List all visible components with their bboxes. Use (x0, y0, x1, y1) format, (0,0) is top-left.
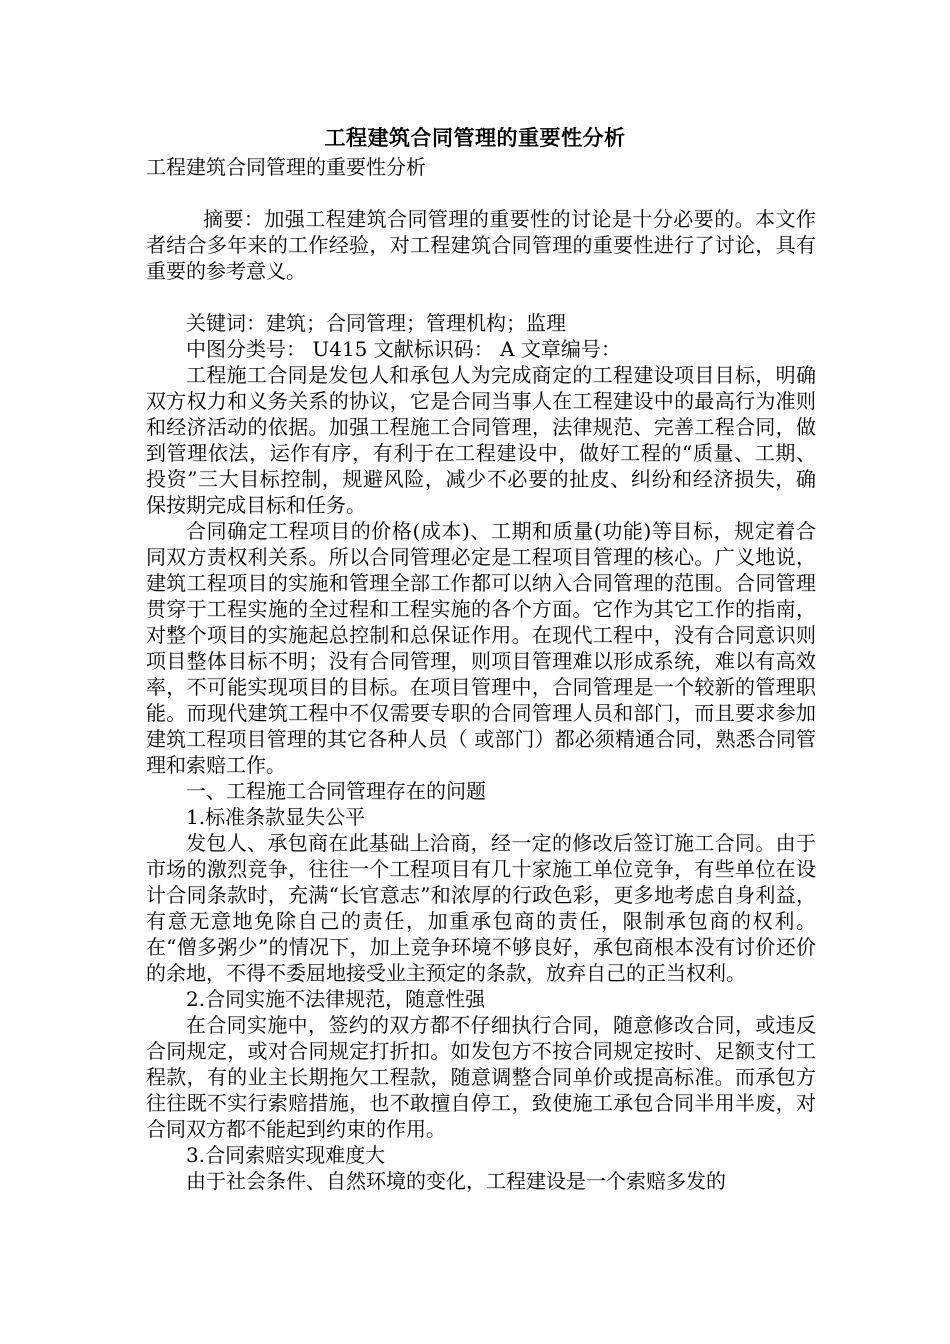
document-title: 工程建筑合同管理的重要性分析 (324, 125, 626, 150)
spacer (146, 180, 816, 206)
subsection-heading: 2.合同实施不法律规范，随意性强 (186, 987, 486, 1011)
document-subtitle: 工程建筑合同管理的重要性分析 (146, 155, 426, 179)
keywords-line: 关键词：建筑；合同管理；管理机构；监理 (186, 311, 566, 335)
body-paragraph: 发包人、承包商在此基础上洽商，经一定的修改后签订施工合同。由于市场的激烈竞争，往往一个工程项目有几十家施工单位竞争，有些单位在设计合同条款时，充满“长官意志”和浓厚的行政色彩，更多地考虑自身利益，有意无意地免除自己的责任，加重承包商的责任，限制承包商的权利。在“僧多粥少”的情况下，加上竞争环境不够良好，承包商根本没有讨价还价的余地，不得不委屈地接受业主预定的条款，放弃自己的正当权利。 (146, 831, 816, 985)
body-paragraph: 在合同实施中，签约的双方都不仔细执行合同，随意修改合同，或违反合同规定，或对合同规定打折扣。如发包方不按合同规定按时、足额支付工程款，有的业主长期拖欠工程款，随意调整合同单价或提高标准。而承包方往往既不实行索赔措施，也不敢擅自停工，致使施工承包合同半用半废，对合同双方都不能起到约束的作用。 (146, 1013, 816, 1141)
body-paragraph: 由于社会条件、自然环境的变化，工程建设是一个索赔多发的 (186, 1169, 726, 1193)
body-paragraph: 合同确定工程项目的价格(成本)、工期和质量(功能)等目标，规定着合同双方责权利关系。所以合同管理必定是工程项目管理的核心。广义地说，建筑工程项目的实施和管理全部工作都可以纳入合同管理的范围。合同管理贯穿于工程实施的全过程和工程实施的各个方面。它作为其它工作的指南，对整个项目的实施起总控制和总保证作用。在现代工程中，没有合同意识则项目整体目标不明；没有合同管理，则项目管理难以形成系统，难以有高效率，不可能实现项目的目标。在项目管理中，合同管理是一个较新的管理职能。而现代建筑工程中不仅需要专职的合同管理人员和部门，而且要求参加建筑工程项目管理的其它各种人员（ 或部门）都必须精通合同，熟悉合同管理和索赔工作。 (146, 519, 816, 777)
abstract-paragraph: 摘要：加强工程建筑合同管理的重要性的讨论是十分必要的。本文作者结合多年来的工作经验，对工程建筑合同管理的重要性进行了讨论，具有重要的参考意义。 (146, 207, 816, 283)
body-paragraph: 工程施工合同是发包人和承包人为完成商定的工程建设项目目标，明确双方权力和义务关系的协议，它是合同当事人在工程建设中的最高行为准则和经济活动的依据。加强工程施工合同管理，法律规范、完善工程合同，做到管理依法，运作有序，有利于在工程建设中，做好工程的“质量、工期、投资”三大目标控制，规避风险，减少不必要的扯皮、纠纷和经济损失，确保按期完成目标和任务。 (146, 363, 816, 517)
subsection-heading: 1.标准条款显失公平 (186, 805, 366, 829)
subsection-heading: 3.合同索赔实现难度大 (186, 1143, 386, 1167)
section-heading: 一、工程施工合同管理存在的问题 (186, 779, 486, 803)
spacer (146, 284, 816, 310)
classification-line: 中图分类号： U415 文献标识码： A 文章编号： (186, 337, 621, 361)
document-body (146, 154, 816, 1194)
